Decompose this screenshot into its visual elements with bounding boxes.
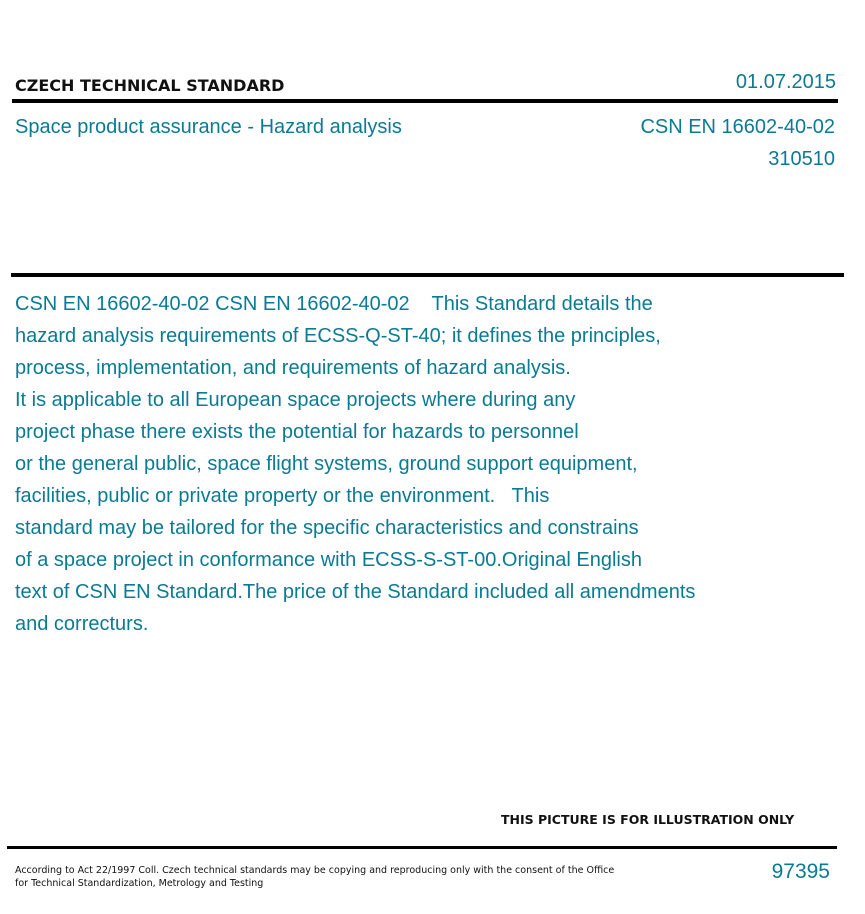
abstract-line: facilities, public or private property or the environment. This bbox=[15, 485, 550, 507]
abstract-line: hazard analysis requirements of ECSS-Q-ST-40; it defines the principles, bbox=[15, 325, 661, 347]
abstract-line: It is applicable to all European space projects where during any bbox=[15, 389, 576, 411]
header-divider bbox=[12, 99, 838, 103]
abstract-text bbox=[15, 288, 775, 640]
legal-notice bbox=[15, 864, 615, 890]
illustration-notice: THIS PICTURE IS FOR ILLUSTRATION ONLY bbox=[501, 812, 795, 827]
classification-code: 310510 bbox=[768, 148, 835, 170]
abstract-line: project phase there exists the potential for hazards to personnel bbox=[15, 421, 579, 443]
standard-title: Space product assurance - Hazard analysis bbox=[15, 116, 402, 138]
abstract-line: and correcturs. bbox=[15, 613, 149, 635]
abstract-line: standard may be tailored for the specific characteristics and constrains bbox=[15, 517, 639, 539]
abstract-line: CSN EN 16602-40-02 CSN EN 16602-40-02 This Standard details the bbox=[15, 293, 653, 315]
section-divider bbox=[11, 273, 844, 277]
abstract-line: of a space project in conformance with ECSS-S-ST-00.Original English bbox=[15, 549, 642, 571]
abstract-line: text of CSN EN Standard.The price of the Standard included all amendments bbox=[15, 581, 696, 603]
standard-number: CSN EN 16602-40-02 bbox=[640, 116, 835, 138]
catalog-number: 97395 bbox=[771, 860, 830, 883]
standard-type-label: CZECH TECHNICAL STANDARD bbox=[15, 76, 285, 95]
legal-line: According to Act 22/1997 Coll. Czech technical standards may be copying and reproducing only with the consent of the Office bbox=[15, 865, 615, 876]
footer-divider bbox=[7, 846, 837, 849]
legal-line: for Technical Standardization, Metrology and Testing bbox=[15, 878, 264, 889]
abstract-line: process, implementation, and requirements of hazard analysis. bbox=[15, 357, 571, 379]
issue-date: 01.07.2015 bbox=[735, 71, 836, 93]
abstract-line: or the general public, space flight systems, ground support equipment, bbox=[15, 453, 638, 475]
